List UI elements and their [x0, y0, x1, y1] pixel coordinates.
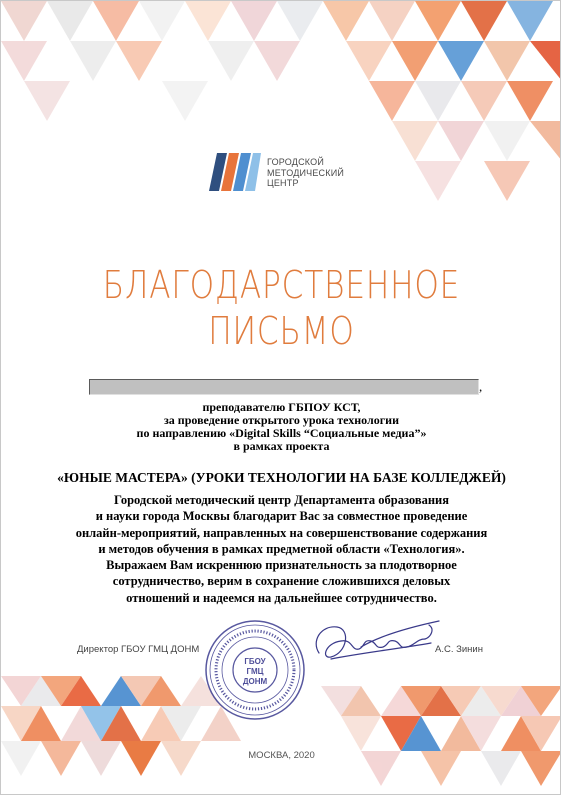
logo-text	[267, 157, 344, 189]
stamp-center-line-2: ГМЦ	[246, 667, 264, 676]
message-line-6: сотрудничество, верим в сохранение сложившихся деловых	[112, 574, 451, 589]
message-line-2: и науки города Москвы благодарит Вас за совместное проведение	[95, 509, 468, 524]
recipient-comma: ,	[479, 379, 483, 394]
director-position: Директор ГБОУ ГМЦ ДОНМ	[77, 644, 200, 655]
project-name	[21, 470, 542, 486]
logo-line-2: МЕТОДИЧЕСКИЙ	[267, 167, 345, 178]
director-name: А.С. Зинин	[435, 644, 483, 655]
logo	[209, 153, 369, 193]
handwritten-signature	[301, 613, 451, 673]
title-line-1: БЛАГОДАРСТВЕННОЕ	[102, 263, 461, 307]
message-line-1: Городской методический центр Департамента образования	[113, 493, 449, 507]
stamp-center-line-3: ДОНМ	[242, 677, 268, 686]
logo-mark-icon	[209, 153, 261, 191]
reason-line-4: «ЮНЫЕ МАСТЕРА» (УРОКИ ТЕХНОЛОГИИ НА БАЗЕ КОЛЛЕДЖЕЙ)	[57, 470, 506, 485]
message-block	[21, 492, 542, 606]
message-line-5: Выражаем Вам искреннюю признательность за плодотворное	[106, 558, 457, 573]
title-line-2: ПИСЬМО	[208, 309, 355, 353]
logo-line-3: ЦЕНТР	[267, 178, 299, 188]
message-line-4: и методов обучения в рамках предметной области «Технология».	[98, 541, 465, 556]
redacted-recipient-name	[89, 379, 479, 395]
reason-line-3: в рамках проекта	[233, 439, 330, 453]
recipient-position: преподавателю ГБПОУ КСТ,	[202, 400, 361, 414]
recipient-block	[21, 401, 542, 453]
stamp-center-line-1: ГБОУ	[244, 657, 266, 666]
official-stamp	[204, 619, 306, 721]
message-line-7: отношений и надеемся на дальнейшее сотрудничество.	[126, 590, 437, 605]
message-line-3: онлайн-мероприятий, направленных на совершенствование содержания	[75, 525, 488, 540]
city-year: МОСКВА, 2020	[248, 750, 315, 761]
reason-line-2: по направлению «Digital Skills “Социальные медиа”»	[136, 426, 427, 440]
reason-line-1: за проведение открытого урока технологии	[163, 413, 400, 427]
logo-line-1: ГОРОДСКОЙ	[267, 157, 324, 167]
